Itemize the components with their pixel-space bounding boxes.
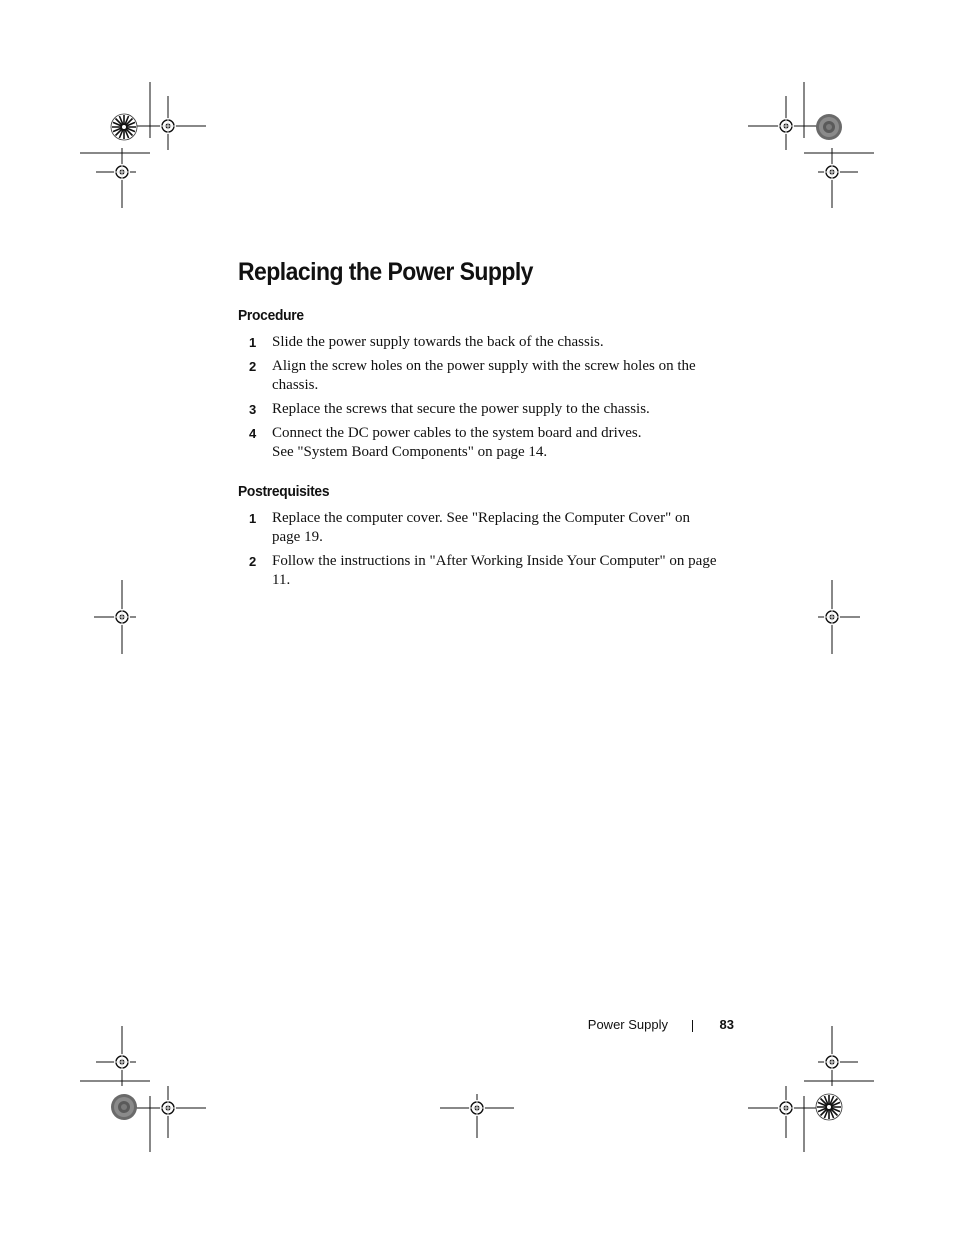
gray-target-icon [816,114,842,140]
step-text: Replace the screws that secure the power supply to the chassis. [272,401,650,417]
postrequisites-heading: Postrequisites [238,483,330,500]
step-number: 4 [249,426,257,441]
step-number: 3 [249,402,257,417]
gray-target-icon [111,1094,137,1120]
star-target-icon [111,114,137,140]
step-number: 2 [249,359,257,374]
crosshair-icon [824,164,840,180]
procedure-heading: Procedure [238,307,304,324]
page-title: Replacing the Power Supply [238,258,533,286]
footer-divider [692,1020,693,1032]
crosshair-icon [824,1054,840,1070]
postrequisite-step [238,552,718,590]
step-number: 1 [249,511,257,526]
procedure-steps [238,333,718,462]
footer-section-name: Power Supply [587,1017,668,1032]
crosshair-icon [114,609,130,625]
step-text: Connect the DC power cables to the system board and drives. [272,425,642,441]
step-text: Align the screw holes on the power supply with the screw holes on the chassis. [272,358,696,393]
postrequisites-steps [238,509,718,590]
procedure-step [238,400,718,419]
registration-mark-bottom-left [80,1026,206,1152]
crosshair-icon [160,118,176,134]
step-cross-reference: See "System Board Components" on page 14. [272,444,548,460]
postrequisite-step [238,509,718,547]
registration-mark-bottom-right [748,1026,874,1152]
crosshair-icon [469,1100,485,1116]
procedure-step [238,333,718,352]
step-number: 2 [249,554,257,569]
crosshair-icon [778,1100,794,1116]
registration-mark-top-left [80,82,206,208]
registration-mark-top-right [748,82,874,208]
page-footer [540,1014,736,1036]
star-target-icon [816,1094,842,1120]
procedure-step [238,424,718,462]
crosshair-icon [114,1054,130,1070]
crosshair-icon [778,118,794,134]
step-number: 1 [249,335,257,350]
crosshair-icon [160,1100,176,1116]
page-content [238,256,718,595]
crosshair-icon [824,609,840,625]
step-text: Replace the computer cover. See "Replacing the Computer Cover" on page 19. [272,510,690,545]
step-text: Follow the instructions in "After Working Inside Your Computer" on page 11. [272,553,717,588]
page-number: 83 [719,1017,734,1032]
step-text: Slide the power supply towards the back of the chassis. [272,334,604,350]
procedure-step [238,357,718,395]
crosshair-icon [114,164,130,180]
